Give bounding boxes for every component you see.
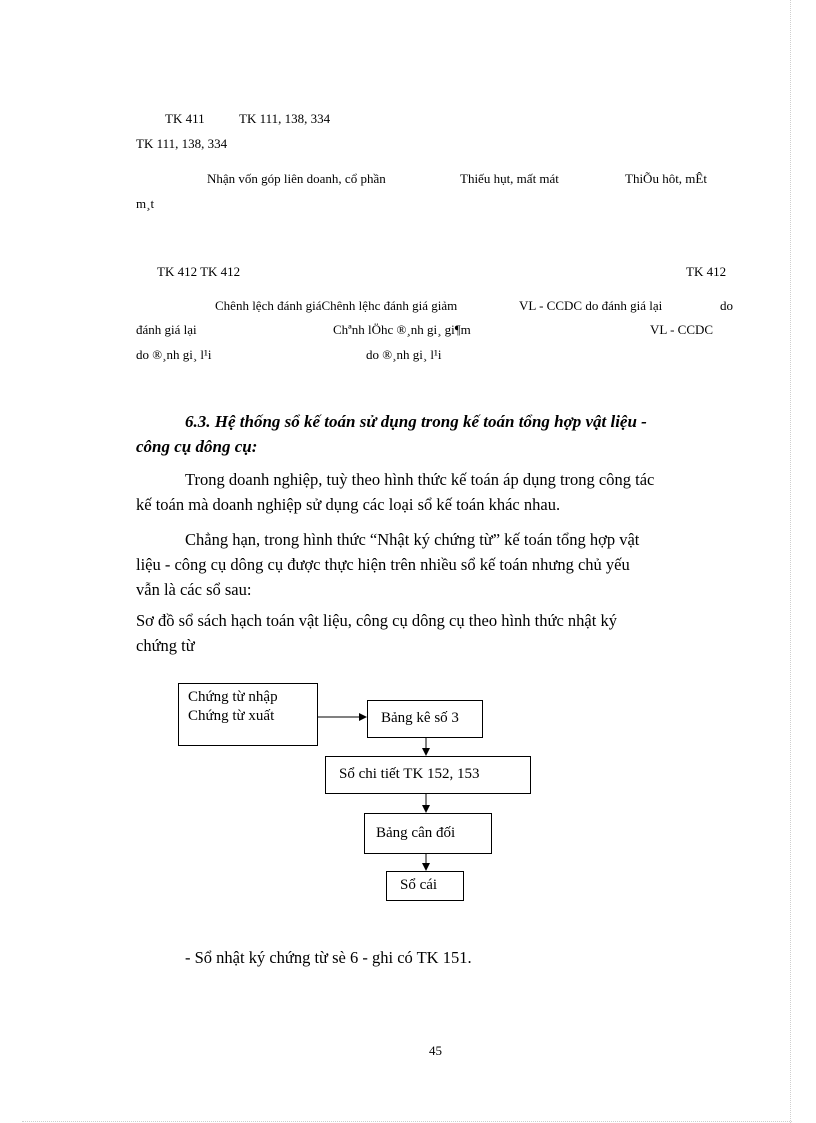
tk111-label-b: TK 111, 138, 334 — [136, 136, 228, 151]
tk411-label: TK 411 — [165, 111, 205, 126]
chung-tu-xuat-label: Chứng từ xuất — [188, 708, 275, 724]
nhan-von-label: Nhận vốn góp liên doanh, cổ phần — [207, 171, 386, 186]
bang-can-doi-label: Bảng cân đối — [376, 825, 456, 841]
paragraph-3-line1: Sơ đồ sổ sách hạch toán vật liệu, công cụ dông cụ theo hình thức nhật ký — [136, 611, 617, 630]
chenh-lech-garbled-label: Chªnh lÖhc ®¸nh gi¸ gi¶m — [333, 322, 471, 337]
paragraph-1-line2: kế toán mà doanh nghiệp sử dụng các loại sổ kế toán khác nhau. — [136, 495, 561, 514]
tk111-label-a: TK 111, 138, 334 — [239, 111, 331, 126]
mat-garbled-label: m¸t — [136, 196, 155, 211]
so-cai-label: Sổ cái — [400, 877, 438, 893]
paragraph-3-line2: chứng từ — [136, 636, 195, 655]
paragraph-1-line1: Trong doanh nghiệp, tuỳ theo hình thức kế toán áp dụng trong công tác — [185, 470, 655, 489]
danh-gia-lai-garbled-2: do ®¸nh gi¸ l¹i — [366, 347, 442, 362]
tk412-pair-label: TK 412 TK 412 — [157, 264, 241, 279]
bang-ke-label: Bảng kê số 3 — [381, 710, 459, 726]
page-edge-bottom — [22, 1121, 792, 1122]
danh-gia-lai-garbled-1: do ®¸nh gi¸ l¹i — [136, 347, 212, 362]
danh-gia-lai-label: đánh giá lại — [136, 322, 197, 337]
do-label: do — [720, 298, 733, 313]
page-number: 45 — [429, 1043, 442, 1058]
so-chi-tiet-label: Sổ chi tiết TK 152, 153 — [339, 766, 480, 782]
page-edge-right — [790, 0, 791, 1123]
chenh-lech-label: Chênh lệch đánh giáChênh lệhc đánh giá giảm — [215, 298, 458, 313]
section-heading-line1: 6.3. Hệ thống sổ kế toán sử dụng trong kế toán tổng hợp vật liệu - — [185, 412, 647, 431]
thieu-hut-label: Thiếu hụt, mất mát — [460, 171, 559, 186]
thieu-hut-garbled-label: ThiÕu hôt, mÊt — [625, 171, 707, 186]
tk412-right-label: TK 412 — [686, 264, 727, 279]
paragraph-2-line3: vẫn là các sổ sau: — [136, 580, 252, 599]
footer-note: - Sổ nhật ký chứng từ sè 6 - ghi có TK 151. — [185, 948, 472, 967]
chung-tu-nhap-label: Chứng từ nhập — [188, 689, 278, 705]
vl-ccdc-label: VL - CCDC do đánh giá lại — [519, 298, 663, 313]
paragraph-2-line1: Chẳng hạn, trong hình thức “Nhật ký chứng từ” kế toán tổng hợp vật — [185, 530, 640, 549]
section-heading-line2: công cụ dông cụ: — [136, 437, 258, 456]
vl-ccdc-label-2: VL - CCDC — [650, 322, 714, 337]
paragraph-2-line2: liệu - công cụ dông cụ được thực hiện trên nhiều sổ kế toán nhưng chủ yếu — [136, 555, 630, 574]
